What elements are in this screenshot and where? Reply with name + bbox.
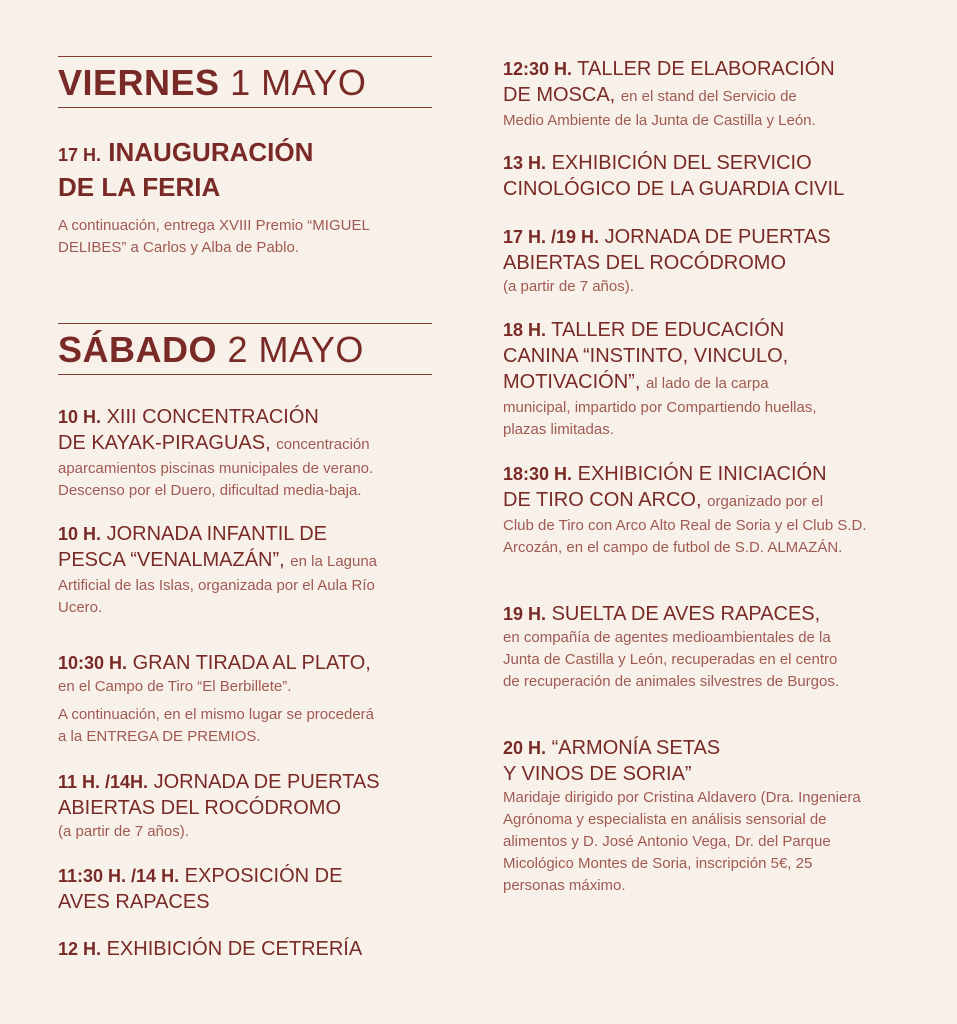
event-item <box>58 404 432 502</box>
day-date: 1 MAYO <box>230 62 367 103</box>
event-title: EXHIBICIÓN E INICIACIÓN <box>577 463 827 485</box>
event-inline-description: en la Laguna <box>290 553 378 570</box>
event-description: Club de Tiro con Arco Alto Real de Soria y el Club S.D. Arcozán, en el campo de futbol de S.D. ALMAZÁN. <box>503 517 867 556</box>
event-description: aparcamientos piscinas municipales de verano. Descenso por el Duero, dificultad media-baja. <box>58 460 374 499</box>
event-item <box>503 224 923 298</box>
event-time: 10 H. <box>58 407 102 427</box>
event-time: 13 H. <box>503 153 547 173</box>
event-description: A continuación, entrega XVIII Premio “MIGUEL DELIBES” a Carlos y Alba de Pablo. <box>58 217 370 256</box>
event-heading <box>503 601 923 627</box>
event-item <box>58 650 432 748</box>
event-title-cont: DE TIRO CON ARCO, <box>503 489 702 511</box>
day-date: 2 MAYO <box>227 329 364 370</box>
event-time: 10 H. <box>58 524 102 544</box>
event-item <box>58 936 432 962</box>
event-title: JORNADA DE PUERTAS <box>604 226 831 248</box>
event-heading <box>503 224 923 276</box>
event-heading <box>58 769 432 821</box>
event-time: 11:30 H. /14 H. <box>58 866 180 886</box>
event-item <box>58 863 432 915</box>
event-heading <box>503 735 923 787</box>
event-item <box>503 735 923 897</box>
event-title-cont: ABIERTAS DEL ROCÓDROMO <box>58 797 342 819</box>
event-title-cont: DE KAYAK-PIRAGUAS, <box>58 432 271 454</box>
event-title: TALLER DE ELABORACIÓN <box>577 58 835 80</box>
event-description: (a partir de 7 años). <box>58 823 189 840</box>
event-heading <box>58 521 432 575</box>
event-time: 20 H. <box>503 738 547 758</box>
event-time: 18:30 H. <box>503 464 573 484</box>
event-description: Maridaje dirigido por Cristina Aldavero (Dra. Ingeniera Agrónoma y especialista en análisis sensorial de alimentos y D. José Antonio Vega, Dr. del Parque Micológico Montes de Soria, inscripción 5€, 25 personas máximo. <box>503 789 861 894</box>
event-title-cont: Y VINOS DE SORIA” <box>503 763 692 785</box>
event-item <box>58 136 432 259</box>
event-time: 11 H. /14H. <box>58 772 149 792</box>
event-title: JORNADA INFANTIL DE <box>106 523 328 545</box>
day-name: VIERNES <box>58 62 220 103</box>
event-heading <box>58 863 432 915</box>
event-title-cont2: MOTIVACIÓN”, <box>503 371 641 393</box>
event-title-cont: DE LA FERIA <box>58 172 221 202</box>
event-title: JORNADA DE PUERTAS <box>153 771 380 793</box>
event-heading <box>503 461 923 515</box>
event-title-cont: CANINA “INSTINTO, VINCULO, <box>503 345 789 367</box>
event-time: 12:30 H. <box>503 59 573 79</box>
event-item <box>503 601 923 693</box>
event-item <box>503 56 923 132</box>
event-description: en compañía de agentes medioambientales de la Junta de Castilla y León, recuperadas en el centro de recuperación de animales silvestres de Burgos. <box>503 629 840 690</box>
event-description-extra: A continuación, en el mismo lugar se procederá a la ENTREGA DE PREMIOS. <box>58 706 375 745</box>
event-time: 19 H. <box>503 604 547 624</box>
event-heading <box>503 56 923 110</box>
event-inline-description: en el stand del Servicio de <box>620 88 797 105</box>
event-description: en el Campo de Tiro “El Berbillete”. <box>58 678 292 695</box>
event-heading <box>503 317 923 397</box>
event-heading <box>58 404 432 458</box>
event-item <box>503 317 923 441</box>
day-title <box>58 324 432 374</box>
event-description: (a partir de 7 años). <box>503 278 634 295</box>
event-item <box>58 769 432 843</box>
event-heading <box>503 150 923 202</box>
divider <box>58 107 432 108</box>
event-item <box>503 461 923 559</box>
event-title: EXPOSICIÓN DE <box>184 865 343 887</box>
event-description: Medio Ambiente de la Junta de Castilla y León. <box>503 112 816 129</box>
event-heading <box>58 136 432 203</box>
event-item <box>58 521 432 619</box>
event-inline-description: organizado por el <box>707 493 824 510</box>
day-name: SÁBADO <box>58 329 218 370</box>
event-title-cont: ABIERTAS DEL ROCÓDROMO <box>503 252 787 274</box>
event-inline-description: concentración <box>276 436 370 453</box>
event-time: 12 H. <box>58 939 102 959</box>
event-time: 17 H. /19 H. <box>503 227 600 247</box>
event-title-cont: DE MOSCA, <box>503 84 616 106</box>
event-title: EXHIBICIÓN DE CETRERÍA <box>106 938 363 960</box>
event-title: XIII CONCENTRACIÓN <box>106 406 319 428</box>
event-time: 17 H. <box>58 145 102 165</box>
event-time: 10:30 H. <box>58 653 128 673</box>
event-title: TALLER DE EDUCACIÓN <box>551 319 785 341</box>
event-heading <box>58 650 432 676</box>
day-heading-viernes <box>58 56 432 108</box>
event-title: EXHIBICIÓN DEL SERVICIO <box>551 152 812 174</box>
event-item <box>503 150 923 202</box>
event-title-cont: CINOLÓGICO DE LA GUARDIA CIVIL <box>503 178 845 200</box>
event-description: municipal, impartido por Compartiendo huellas, plazas limitadas. <box>503 399 817 438</box>
event-title-cont: PESCA “VENALMAZÁN”, <box>58 549 285 571</box>
day-heading-sabado <box>58 323 432 375</box>
event-title: “ARMONÍA SETAS <box>551 737 721 759</box>
event-title: SUELTA DE AVES RAPACES, <box>551 603 821 625</box>
event-description: Artificial de las Islas, organizada por el Aula Río Ucero. <box>58 577 375 616</box>
event-title-cont: AVES RAPACES <box>58 891 210 913</box>
divider <box>58 374 432 375</box>
event-inline-description: al lado de la carpa <box>645 375 769 392</box>
event-heading <box>58 936 432 962</box>
event-title: INAUGURACIÓN <box>108 137 314 167</box>
event-time: 18 H. <box>503 320 547 340</box>
event-title: GRAN TIRADA AL PLATO, <box>132 652 371 674</box>
day-title <box>58 57 432 107</box>
